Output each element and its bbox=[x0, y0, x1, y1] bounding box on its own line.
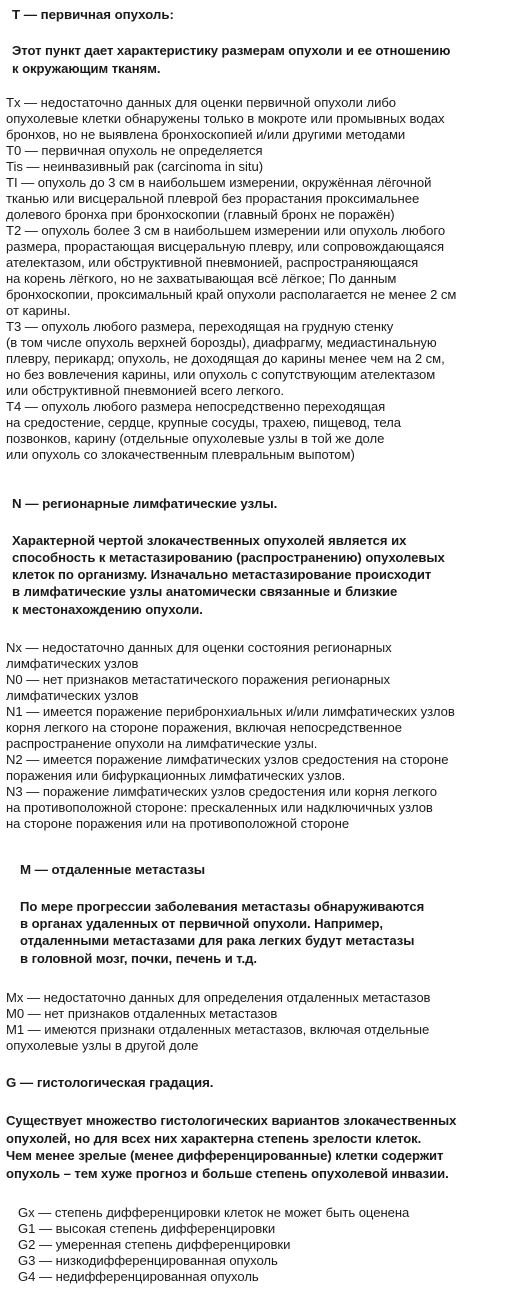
intro-line: способность к метастазированию (распространению) опухолевых bbox=[12, 550, 445, 565]
list-item: бронхов, но не выявлена бронхоскопией и/или другими методами bbox=[6, 127, 406, 142]
list-item: долевого бронха при бронхоскопии (главный бронх не поражён) bbox=[6, 207, 395, 222]
intro-line: Чем менее зрелые (менее дифференцированные) клетки содержит bbox=[6, 1148, 444, 1163]
list-item: N0 — нет признаков метастатического поражения регионарных bbox=[6, 672, 390, 687]
list-item: M1 — имеются признаки отдаленных метастазов, включая отдельные bbox=[6, 1022, 430, 1037]
list-item: G4 — недифференцированная опухоль bbox=[18, 1269, 259, 1284]
list-item: G1 — высокая степень дифференцировки bbox=[18, 1221, 276, 1236]
section-g-heading: G — гистологическая градация. bbox=[6, 1075, 214, 1090]
list-item: поражения или бифуркационных лимфатических узлов. bbox=[6, 768, 346, 783]
list-item: тканью или висцеральной плеврой без прорастания проксимальнее bbox=[6, 191, 420, 206]
list-item: Tx — недостаточно данных для оценки первичной опухоли либо bbox=[6, 95, 397, 110]
list-item: ателектазом, или обструктивной пневмонией, распространяющаяся bbox=[6, 255, 419, 270]
list-item: M0 — нет признаков отдаленных метастазов bbox=[6, 1006, 278, 1021]
intro-line: опухолей, но для всех них характерна степень зрелости клеток. bbox=[6, 1131, 422, 1146]
list-item: T2 — опухоль более 3 см в наибольшем измерении или опухоль любого bbox=[6, 223, 446, 238]
list-item: но без вовлечения карины, или опухоль с сопутствующим ателектазом bbox=[6, 367, 436, 382]
list-item: или опухоль со злокачественным плевральным выпотом) bbox=[6, 447, 355, 462]
intro-line: клеток по организму. Изначально метастазирование происходит bbox=[12, 567, 432, 582]
intro-line: к местонахождению опухоли. bbox=[12, 602, 203, 617]
list-item: плевру, перикард; опухоль, не доходящая до карины менее чем на 2 см, bbox=[6, 351, 445, 366]
intro-line: Характерной чертой злокачественных опухолей является их bbox=[12, 533, 407, 548]
list-item: позвонков, карину (отдельные опухолевые узлы в той же доле bbox=[6, 431, 385, 446]
list-item: N1 — имеется поражение перибронхиальных и/или лимфатических узлов bbox=[6, 704, 455, 719]
list-item: Gx — степень дифференцировки клеток не может быть оценена bbox=[18, 1205, 410, 1220]
intro-line: к окружающим тканям. bbox=[12, 61, 161, 76]
intro-line: отдаленными метастазами для рака легких будут метастазы bbox=[20, 933, 415, 948]
list-item: на корень лёгкого, но не захватывающая всё лёгкое; По данным bbox=[6, 271, 397, 286]
list-item: размера, прорастающая висцеральную плевру, или сопровождающаяся bbox=[6, 239, 444, 254]
list-item: на стороне поражения или на противоположной стороне bbox=[6, 816, 350, 831]
list-item: G3 — низкодифференцированная опухоль bbox=[18, 1253, 278, 1268]
list-item: лимфатических узлов bbox=[6, 688, 139, 703]
list-item: опухолевые клетки обнаружены только в мокроте или промывных водах bbox=[6, 111, 445, 126]
list-item: N3 — поражение лимфатических узлов средостения или корня легкого bbox=[6, 784, 437, 799]
intro-line: По мере прогрессии заболевания метастазы обнаруживаются bbox=[20, 899, 425, 914]
list-item: T0 — первичная опухоль не определяется bbox=[6, 143, 263, 158]
intro-line: Этот пункт дает характеристику размерам опухоли и ее отношению bbox=[12, 43, 451, 58]
list-item: (в том числе опухоль верхней борозды), диафрагму, медиастинальную bbox=[6, 335, 437, 350]
list-item: опухолевые узлы в другой доле bbox=[6, 1038, 199, 1053]
list-item: бронхоскопии, проксимальный край опухоли располагается не менее 2 см bbox=[6, 287, 457, 302]
section-m-heading: M — отдаленные метастазы bbox=[20, 862, 206, 877]
list-item: на противоположной стороне: прескаленных или надключичных узлов bbox=[6, 800, 433, 815]
list-item: Mx — недостаточно данных для определения отдаленных метастазов bbox=[6, 990, 431, 1005]
list-item: TI — опухоль до 3 см в наибольшем измерении, окружённая лёгочной bbox=[6, 175, 432, 190]
list-item: корня легкого на стороне поражения, включая непосредственное bbox=[6, 720, 402, 735]
intro-line: опухоль – тем хуже прогноз и больше степень опухолевой инвазии. bbox=[6, 1166, 449, 1181]
list-item: Nx — недостаточно данных для оценки состояния регионарных bbox=[6, 640, 392, 655]
intro-line: в лимфатические узлы анатомически связанные и близкие bbox=[12, 584, 398, 599]
list-item: T4 — опухоль любого размера непосредственно переходящая bbox=[6, 399, 386, 414]
list-item: распространение опухоли на лимфатические узлы. bbox=[6, 736, 318, 751]
intro-line: в органах удаленных от первичной опухоли. Например, bbox=[20, 916, 384, 931]
section-n-heading: N — регионарные лимфатические узлы. bbox=[12, 496, 278, 511]
list-item: лимфатических узлов bbox=[6, 656, 139, 671]
list-item: Tis — неинвазивный рак (carcinoma in situ) bbox=[6, 159, 264, 174]
list-item: G2 — умеренная степень дифференцировки bbox=[18, 1237, 291, 1252]
list-item: от карины. bbox=[6, 303, 71, 318]
list-item: на средостение, сердце, крупные сосуды, трахею, пищевод, тела bbox=[6, 415, 402, 430]
intro-line: Существует множество гистологических вариантов злокачественных bbox=[6, 1113, 457, 1128]
list-item: N2 — имеется поражение лимфатических узлов средостения на стороне bbox=[6, 752, 449, 767]
list-item: или обструктивной пневмонией всего легкого. bbox=[6, 383, 285, 398]
section-t-heading: T — первичная опухоль: bbox=[12, 7, 174, 22]
list-item: T3 — опухоль любого размера, переходящая на грудную стенку bbox=[6, 319, 394, 334]
intro-line: в головной мозг, почки, печень и т.д. bbox=[20, 951, 257, 966]
